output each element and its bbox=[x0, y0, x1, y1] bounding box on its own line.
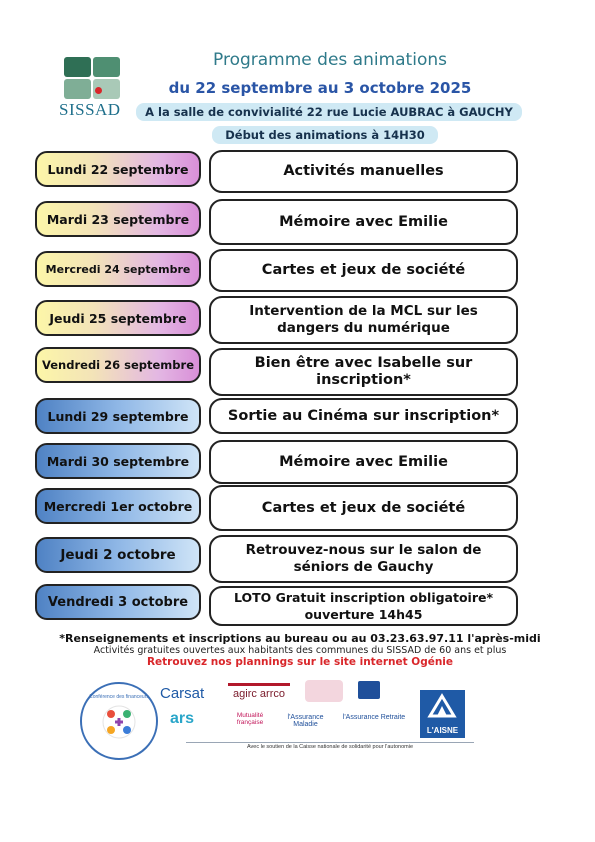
activity-label: Mémoire avec Emilie bbox=[209, 440, 518, 484]
activity-label: Intervention de la MCL sur les dangers du numérique bbox=[209, 296, 518, 344]
free-note: Activités gratuites ouvertes aux habitants des communes du SISSAD de 60 ans et plus bbox=[93, 645, 507, 656]
ars-hdf-logo bbox=[305, 680, 343, 702]
activity-label: Retrouvez-nous sur le salon de séniors de Gauchy bbox=[209, 535, 518, 583]
day-label: Lundi 29 septembre bbox=[35, 398, 201, 434]
logo-text: SISSAD bbox=[59, 100, 121, 119]
activity-label: LOTO Gratuit inscription obligatoire* ouverture 14h45 bbox=[209, 586, 518, 626]
day-label: Lundi 22 septembre bbox=[35, 151, 201, 187]
mutualite-logo: Mutualité française bbox=[236, 712, 264, 726]
info-note: *Renseignements et inscriptions au bureau ou au 03.23.63.97.11 l'après-midi bbox=[59, 632, 541, 645]
dates-title: du 22 septembre au 3 octobre 2025 bbox=[168, 79, 472, 97]
assurance-retraite-logo: l'Assurance Retraite bbox=[342, 714, 406, 721]
aisne-logo bbox=[420, 690, 465, 738]
day-label: Vendredi 26 septembre bbox=[35, 347, 201, 383]
day-label: Jeudi 2 octobre bbox=[35, 537, 201, 573]
conference-financeurs-logo bbox=[80, 682, 158, 760]
cnsa-support-note: Avec le soutien de la Caisse nationale de solidarité pour l'autonomie bbox=[246, 744, 414, 750]
activity-label: Activités manuelles bbox=[209, 150, 518, 193]
activity-label: Sortie au Cinéma sur inscription* bbox=[209, 398, 518, 434]
location-band: A la salle de convivialité 22 rue Lucie AUBRAC à GAUCHY bbox=[136, 103, 522, 121]
website-note: Retrouvez nos plannings sur le site internet Ogénie bbox=[146, 656, 454, 668]
assurance-maladie-logo: l'Assurance Maladie bbox=[287, 714, 324, 728]
day-label: Vendredi 3 octobre bbox=[35, 584, 201, 620]
agirc-arrco-logo: agirc arrco bbox=[228, 683, 290, 704]
sissad-logo-mark bbox=[64, 57, 120, 101]
day-label: Jeudi 25 septembre bbox=[35, 300, 201, 336]
footer-divider bbox=[186, 742, 474, 743]
day-label: Mardi 23 septembre bbox=[35, 201, 201, 237]
activity-label: Cartes et jeux de société bbox=[209, 485, 518, 531]
activity-label: Cartes et jeux de société bbox=[209, 249, 518, 292]
program-title: Programme des animations bbox=[213, 50, 447, 70]
carsat-logo: Carsat bbox=[160, 685, 205, 702]
aisne-emblem-icon bbox=[420, 690, 465, 722]
day-label: Mercredi 24 septembre bbox=[35, 251, 201, 287]
day-label: Mardi 30 septembre bbox=[35, 443, 201, 479]
ars-logo: ars bbox=[170, 710, 195, 727]
conference-label: Conférence des financeurs bbox=[89, 694, 149, 700]
activity-label: Mémoire avec Emilie bbox=[209, 199, 518, 245]
start-time-band: Début des animations à 14H30 bbox=[212, 126, 438, 144]
logo-red-dot bbox=[95, 87, 102, 94]
day-label: Mercredi 1er octobre bbox=[35, 488, 201, 524]
mdph-logo bbox=[358, 681, 380, 699]
aisne-label: L'AISNE bbox=[426, 726, 459, 735]
activity-label: Bien être avec Isabelle sur inscription* bbox=[209, 348, 518, 396]
